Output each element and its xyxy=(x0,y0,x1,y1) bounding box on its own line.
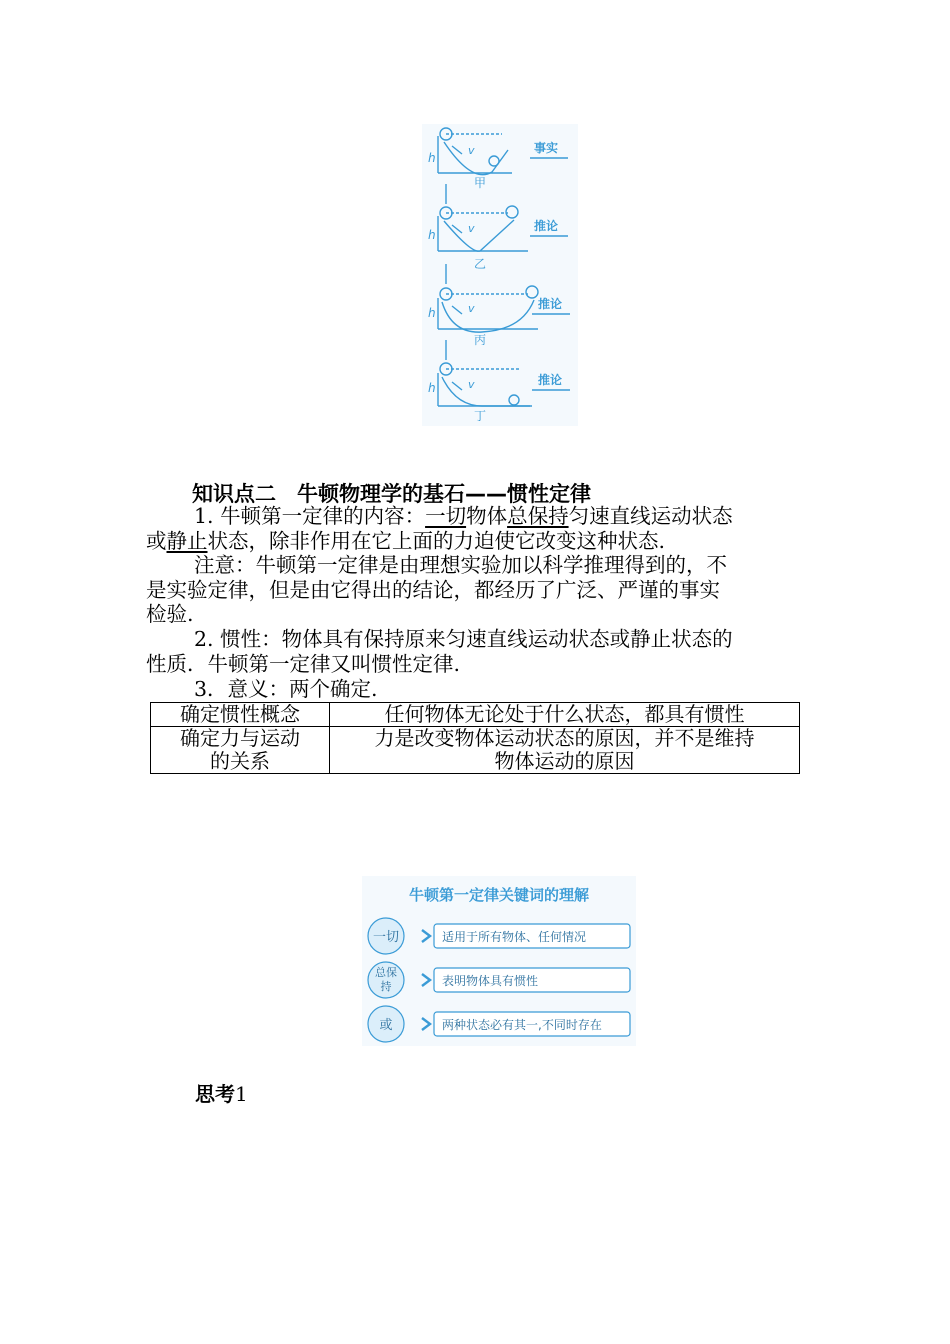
tag-fact: 事实 xyxy=(534,141,559,155)
note-line-1: 注意：牛顿第一定律是由理想实验加以科学推理得到的，不 xyxy=(194,553,727,577)
p1-line2-prefix: 或 xyxy=(146,529,167,553)
keyword-2-text: 表明物体具有惯性 xyxy=(442,974,539,988)
think-number: 1 xyxy=(235,1082,248,1106)
v-label-4: v xyxy=(468,378,475,391)
row-label-line-1: 确定力与运动 xyxy=(180,726,300,750)
row-content: 任何物体无论处于什么状态，都具有惯性 xyxy=(330,703,800,727)
paragraph-2-line-2: 性质．牛顿第一定律又叫惯性定律. xyxy=(146,652,461,676)
caption-ding: 丁 xyxy=(474,409,487,423)
v-label-2: v xyxy=(468,222,475,235)
tag-inference-3: 推论 xyxy=(538,373,563,387)
keyword-2-line-2: 持 xyxy=(380,980,392,993)
meaning-table xyxy=(150,702,800,774)
table-row xyxy=(151,703,800,727)
keyword-3-text: 两种状态必有其一,不同时存在 xyxy=(442,1018,602,1032)
keyword-1-text: 适用于所有物体、任何情况 xyxy=(442,930,587,944)
paragraph-1-line-2 xyxy=(146,528,665,554)
paragraph-3: 3．意义：两个确定. xyxy=(194,677,378,701)
keyword-jingzhi: 静止 xyxy=(166,529,208,553)
keyword-2-line-1: 总保 xyxy=(375,966,397,979)
caption-bing: 丙 xyxy=(474,333,487,347)
p1-line2-suffix: 状态，除非作用在它上面的力迫使它改变这种状态. xyxy=(207,529,666,553)
h-label-4: h xyxy=(428,381,436,395)
h-label-1: h xyxy=(428,151,436,165)
v-label-3: v xyxy=(468,302,475,315)
keyword-figure xyxy=(362,876,636,1046)
think-heading xyxy=(195,1078,248,1107)
keyword-3: 或 xyxy=(379,1018,393,1033)
keyword-figure-title: 牛顿第一定律关键词的理解 xyxy=(408,886,590,904)
paragraph-1-line-1 xyxy=(194,503,733,529)
h-label-2: h xyxy=(428,228,436,242)
keyword-1: 一切 xyxy=(372,930,400,945)
caption-yi: 乙 xyxy=(474,257,487,271)
p1-prefix: 1. 牛顿第一定律的内容： xyxy=(194,504,426,528)
row-content xyxy=(330,727,800,774)
v-label-1: v xyxy=(468,144,475,157)
paragraph-2-line-1: 2. 惯性：物体具有保持原来匀速直线运动状态或静止状态的 xyxy=(194,627,733,651)
row-content-line-1: 力是改变物体运动状态的原因，并不是维持 xyxy=(374,726,755,750)
row-content-line-2: 物体运动的原因 xyxy=(494,749,635,773)
tag-inference-1: 推论 xyxy=(534,219,559,233)
caption-jia: 甲 xyxy=(474,176,487,190)
row-label-line-2: 的关系 xyxy=(210,749,270,773)
tag-inference-2: 推论 xyxy=(538,297,563,311)
p1-mid: 物体 xyxy=(466,504,508,528)
keyword-zongbaochi: 总保持 xyxy=(507,504,569,528)
note-line-2: 是实验定律，但是由它得出的结论，都经历了广泛、严谨的事实 xyxy=(146,578,720,602)
keyword-yiqie: 一切 xyxy=(425,504,467,528)
h-label-3: h xyxy=(428,306,436,320)
row-label xyxy=(151,727,330,774)
ideal-experiment-figure xyxy=(422,124,578,426)
p1-suffix: 匀速直线运动状态 xyxy=(568,504,733,528)
table-row xyxy=(151,727,800,774)
row-label: 确定惯性概念 xyxy=(151,703,330,727)
section-title: 知识点二 牛顿物理学的基石——惯性定律 xyxy=(192,482,591,506)
think-label: 思考 xyxy=(195,1082,235,1106)
note-line-3: 检验. xyxy=(146,602,194,626)
